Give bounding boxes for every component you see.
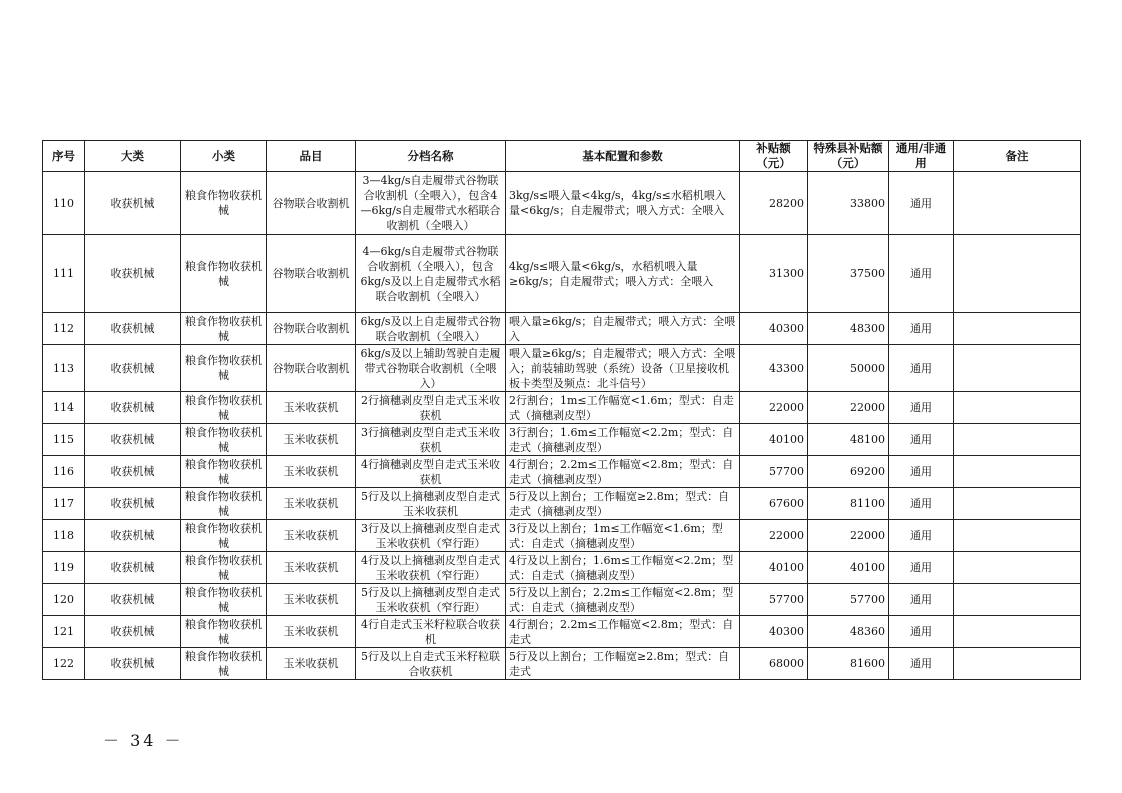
table-row bbox=[43, 552, 1081, 584]
table-row bbox=[43, 345, 1081, 392]
cell-special-subsidy: 57700 bbox=[808, 584, 889, 616]
cell-special-subsidy: 22000 bbox=[808, 520, 889, 552]
cell-seq: 110 bbox=[43, 172, 85, 235]
cell-item: 玉米收获机 bbox=[267, 424, 356, 456]
cell-grade-name: 5行及以上自走式玉米籽粒联合收获机 bbox=[356, 648, 506, 680]
cell-seq: 112 bbox=[43, 313, 85, 345]
header-major-category: 大类 bbox=[85, 141, 181, 172]
cell-seq: 114 bbox=[43, 392, 85, 424]
cell-special-subsidy: 48300 bbox=[808, 313, 889, 345]
cell-note bbox=[954, 456, 1081, 488]
cell-subsidy: 31300 bbox=[740, 235, 808, 313]
cell-major-category: 收获机械 bbox=[85, 616, 181, 648]
cell-special-subsidy: 37500 bbox=[808, 235, 889, 313]
cell-special-subsidy: 48100 bbox=[808, 424, 889, 456]
cell-special-subsidy: 50000 bbox=[808, 345, 889, 392]
cell-item: 玉米收获机 bbox=[267, 488, 356, 520]
cell-major-category: 收获机械 bbox=[85, 392, 181, 424]
cell-minor-category: 粮食作物收获机械 bbox=[181, 552, 267, 584]
cell-grade-name: 3—4kg/s自走履带式谷物联合收割机（全喂入），包含4—6kg/s自走履带式水稻联合收割机（全喂入） bbox=[356, 172, 506, 235]
cell-note bbox=[954, 235, 1081, 313]
cell-subsidy: 28200 bbox=[740, 172, 808, 235]
cell-major-category: 收获机械 bbox=[85, 456, 181, 488]
table-row bbox=[43, 520, 1081, 552]
cell-note bbox=[954, 520, 1081, 552]
cell-general: 通用 bbox=[889, 520, 954, 552]
cell-special-subsidy: 69200 bbox=[808, 456, 889, 488]
cell-note bbox=[954, 616, 1081, 648]
cell-config: 5行及以上割台；工作幅宽≥2.8m；型式：自走式 bbox=[506, 648, 740, 680]
cell-major-category: 收获机械 bbox=[85, 552, 181, 584]
header-minor-category: 小类 bbox=[181, 141, 267, 172]
cell-note bbox=[954, 313, 1081, 345]
cell-grade-name: 4—6kg/s自走履带式谷物联合收割机（全喂入），包含6kg/s及以上自走履带式水稻联合收割机（全喂入） bbox=[356, 235, 506, 313]
cell-general: 通用 bbox=[889, 172, 954, 235]
cell-general: 通用 bbox=[889, 313, 954, 345]
cell-item: 玉米收获机 bbox=[267, 552, 356, 584]
cell-grade-name: 3行摘穗剥皮型自走式玉米收获机 bbox=[356, 424, 506, 456]
cell-note bbox=[954, 345, 1081, 392]
cell-seq: 117 bbox=[43, 488, 85, 520]
cell-general: 通用 bbox=[889, 235, 954, 313]
cell-minor-category: 粮食作物收获机械 bbox=[181, 424, 267, 456]
table-row bbox=[43, 313, 1081, 345]
cell-minor-category: 粮食作物收获机械 bbox=[181, 313, 267, 345]
cell-general: 通用 bbox=[889, 552, 954, 584]
cell-subsidy: 40100 bbox=[740, 424, 808, 456]
cell-item: 玉米收获机 bbox=[267, 392, 356, 424]
cell-note bbox=[954, 172, 1081, 235]
cell-config: 3行割台；1.6m≤工作幅宽<2.2m；型式：自走式（摘穗剥皮型） bbox=[506, 424, 740, 456]
cell-config: 3kg/s≤喂入量<4kg/s，4kg/s≤水稻机喂入量<6kg/s；自走履带式；喂入方式：全喂入 bbox=[506, 172, 740, 235]
cell-config: 喂入量≥6kg/s；自走履带式；喂入方式：全喂入 bbox=[506, 313, 740, 345]
table-header-row bbox=[43, 141, 1081, 172]
cell-general: 通用 bbox=[889, 616, 954, 648]
cell-special-subsidy: 33800 bbox=[808, 172, 889, 235]
cell-note bbox=[954, 552, 1081, 584]
cell-subsidy: 40300 bbox=[740, 616, 808, 648]
cell-general: 通用 bbox=[889, 648, 954, 680]
cell-seq: 113 bbox=[43, 345, 85, 392]
cell-minor-category: 粮食作物收获机械 bbox=[181, 456, 267, 488]
cell-major-category: 收获机械 bbox=[85, 488, 181, 520]
cell-subsidy: 57700 bbox=[740, 456, 808, 488]
cell-minor-category: 粮食作物收获机械 bbox=[181, 648, 267, 680]
header-seq: 序号 bbox=[43, 141, 85, 172]
cell-seq: 122 bbox=[43, 648, 85, 680]
cell-note bbox=[954, 488, 1081, 520]
cell-seq: 116 bbox=[43, 456, 85, 488]
cell-subsidy: 40300 bbox=[740, 313, 808, 345]
table-row bbox=[43, 172, 1081, 235]
cell-major-category: 收获机械 bbox=[85, 424, 181, 456]
cell-minor-category: 粮食作物收获机械 bbox=[181, 172, 267, 235]
cell-minor-category: 粮食作物收获机械 bbox=[181, 345, 267, 392]
cell-note bbox=[954, 392, 1081, 424]
cell-subsidy: 43300 bbox=[740, 345, 808, 392]
cell-minor-category: 粮食作物收获机械 bbox=[181, 392, 267, 424]
cell-major-category: 收获机械 bbox=[85, 648, 181, 680]
cell-general: 通用 bbox=[889, 345, 954, 392]
cell-item: 玉米收获机 bbox=[267, 456, 356, 488]
cell-config: 5行及以上割台；工作幅宽≥2.8m；型式：自走式（摘穗剥皮型） bbox=[506, 488, 740, 520]
cell-minor-category: 粮食作物收获机械 bbox=[181, 584, 267, 616]
cell-seq: 115 bbox=[43, 424, 85, 456]
table-row bbox=[43, 235, 1081, 313]
cell-item: 谷物联合收割机 bbox=[267, 235, 356, 313]
cell-minor-category: 粮食作物收获机械 bbox=[181, 520, 267, 552]
cell-subsidy: 68000 bbox=[740, 648, 808, 680]
header-subsidy: 补贴额（元） bbox=[740, 141, 808, 172]
cell-config: 3行及以上割台；1m≤工作幅宽<1.6m；型式：自走式（摘穗剥皮型） bbox=[506, 520, 740, 552]
cell-major-category: 收获机械 bbox=[85, 584, 181, 616]
cell-general: 通用 bbox=[889, 424, 954, 456]
cell-major-category: 收获机械 bbox=[85, 172, 181, 235]
cell-grade-name: 3行及以上摘穗剥皮型自走式玉米收获机（窄行距） bbox=[356, 520, 506, 552]
table-row bbox=[43, 392, 1081, 424]
table-row bbox=[43, 584, 1081, 616]
table-row bbox=[43, 648, 1081, 680]
cell-item: 谷物联合收割机 bbox=[267, 313, 356, 345]
table-row bbox=[43, 424, 1081, 456]
cell-seq: 118 bbox=[43, 520, 85, 552]
cell-item: 玉米收获机 bbox=[267, 616, 356, 648]
cell-general: 通用 bbox=[889, 488, 954, 520]
cell-grade-name: 5行及以上摘穗剥皮型自走式玉米收获机（窄行距） bbox=[356, 584, 506, 616]
cell-config: 4行及以上割台；1.6m≤工作幅宽<2.2m；型式：自走式（摘穗剥皮型） bbox=[506, 552, 740, 584]
cell-subsidy: 22000 bbox=[740, 392, 808, 424]
cell-seq: 121 bbox=[43, 616, 85, 648]
cell-special-subsidy: 81100 bbox=[808, 488, 889, 520]
cell-general: 通用 bbox=[889, 456, 954, 488]
cell-minor-category: 粮食作物收获机械 bbox=[181, 616, 267, 648]
cell-minor-category: 粮食作物收获机械 bbox=[181, 488, 267, 520]
table-row bbox=[43, 488, 1081, 520]
cell-subsidy: 40100 bbox=[740, 552, 808, 584]
header-grade-name: 分档名称 bbox=[356, 141, 506, 172]
cell-special-subsidy: 48360 bbox=[808, 616, 889, 648]
cell-note bbox=[954, 584, 1081, 616]
cell-grade-name: 5行及以上摘穗剥皮型自走式玉米收获机 bbox=[356, 488, 506, 520]
cell-major-category: 收获机械 bbox=[85, 235, 181, 313]
cell-seq: 120 bbox=[43, 584, 85, 616]
cell-config: 2行割台；1m≤工作幅宽<1.6m；型式：自走式（摘穗剥皮型） bbox=[506, 392, 740, 424]
cell-major-category: 收获机械 bbox=[85, 345, 181, 392]
cell-grade-name: 4行及以上摘穗剥皮型自走式玉米收获机（窄行距） bbox=[356, 552, 506, 584]
page-number: － 34 － bbox=[103, 731, 184, 750]
cell-special-subsidy: 40100 bbox=[808, 552, 889, 584]
cell-subsidy: 22000 bbox=[740, 520, 808, 552]
cell-config: 喂入量≥6kg/s；自走履带式；喂入方式：全喂入；前装辅助驾驶（系统）设备（卫星接收机板卡类型及频点：北斗信号） bbox=[506, 345, 740, 392]
header-general: 通用/非通用 bbox=[889, 141, 954, 172]
cell-seq: 119 bbox=[43, 552, 85, 584]
table-body bbox=[43, 172, 1081, 680]
cell-grade-name: 4行摘穗剥皮型自走式玉米收获机 bbox=[356, 456, 506, 488]
cell-config: 4行割台；2.2m≤工作幅宽<2.8m；型式：自走式 bbox=[506, 616, 740, 648]
cell-major-category: 收获机械 bbox=[85, 520, 181, 552]
cell-grade-name: 2行摘穗剥皮型自走式玉米收获机 bbox=[356, 392, 506, 424]
subsidy-table bbox=[42, 140, 1081, 680]
table-row bbox=[43, 616, 1081, 648]
header-config: 基本配置和参数 bbox=[506, 141, 740, 172]
table-row bbox=[43, 456, 1081, 488]
cell-grade-name: 6kg/s及以上自走履带式谷物联合收割机（全喂入） bbox=[356, 313, 506, 345]
cell-item: 玉米收获机 bbox=[267, 520, 356, 552]
cell-general: 通用 bbox=[889, 584, 954, 616]
header-item: 品目 bbox=[267, 141, 356, 172]
header-special-subsidy: 特殊县补贴额（元） bbox=[808, 141, 889, 172]
cell-config: 4kg/s≤喂入量<6kg/s，水稻机喂入量≥6kg/s；自走履带式；喂入方式：全喂入 bbox=[506, 235, 740, 313]
cell-grade-name: 4行自走式玉米籽粒联合收获机 bbox=[356, 616, 506, 648]
cell-seq: 111 bbox=[43, 235, 85, 313]
cell-subsidy: 67600 bbox=[740, 488, 808, 520]
cell-item: 谷物联合收割机 bbox=[267, 345, 356, 392]
cell-major-category: 收获机械 bbox=[85, 313, 181, 345]
cell-item: 谷物联合收割机 bbox=[267, 172, 356, 235]
cell-note bbox=[954, 424, 1081, 456]
cell-note bbox=[954, 648, 1081, 680]
cell-subsidy: 57700 bbox=[740, 584, 808, 616]
header-note: 备注 bbox=[954, 141, 1081, 172]
cell-config: 4行割台；2.2m≤工作幅宽<2.8m；型式：自走式（摘穗剥皮型） bbox=[506, 456, 740, 488]
cell-grade-name: 6kg/s及以上辅助驾驶自走履带式谷物联合收割机（全喂入） bbox=[356, 345, 506, 392]
cell-special-subsidy: 81600 bbox=[808, 648, 889, 680]
cell-minor-category: 粮食作物收获机械 bbox=[181, 235, 267, 313]
cell-item: 玉米收获机 bbox=[267, 584, 356, 616]
cell-special-subsidy: 22000 bbox=[808, 392, 889, 424]
cell-config: 5行及以上割台；2.2m≤工作幅宽<2.8m；型式：自走式（摘穗剥皮型） bbox=[506, 584, 740, 616]
cell-item: 玉米收获机 bbox=[267, 648, 356, 680]
cell-general: 通用 bbox=[889, 392, 954, 424]
